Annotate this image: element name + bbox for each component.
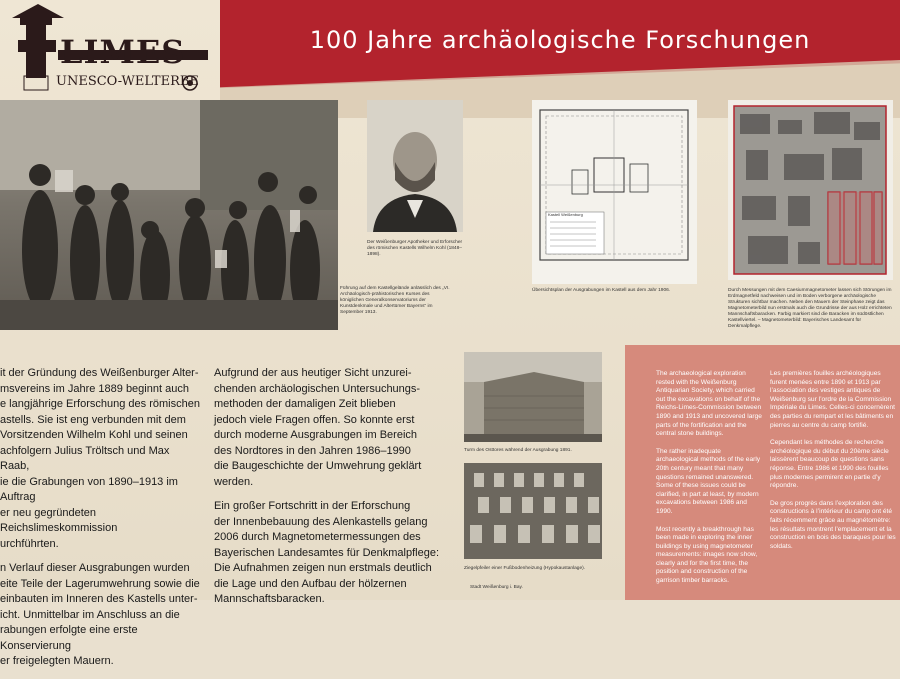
logo-text: LIMES: [60, 33, 186, 71]
left-paragraph-1: it der Gründung des Weißenburger Alter- msvereins im Jahre 1889 beginnt auch e langjährige Erforschung des römischen astells. Sie ist eng verbunden mit dem Vorsitzenden Wilhelm Kohl und seinen achfolgern Julius Tröltsch und Max Raab, ie die Grabungen von 1890–1913 im Auftrag er neu gegründeten Reichslimeskommission urchführten.: [0, 367, 200, 550]
english-text: [656, 370, 764, 595]
magnetometer-image: [728, 100, 893, 280]
left-text-column: [0, 366, 200, 679]
tower-photo: [464, 352, 602, 442]
middle-paragraph-1: Aufgrund der aus heutiger Sicht unzurei- chenden archäologischen Untersuchungs- methoden der damaligen Zeit blieben jedoch viele Fragen offen. So konnte erst durch moderne Ausgrabungen im Bereich des Nordtores in den Jahren 1986–1990 die Baugeschichte der Umwehrung geklärt werden.: [214, 367, 422, 488]
plan-caption: Übersichtsplan der Ausgrabungen im Kastell aus dem Jahr 1906.: [532, 288, 671, 293]
page-title: 100 Jahre archäologische Forschungen: [309, 26, 811, 54]
limes-logo: [0, 0, 225, 100]
tower-caption: Turm des Osttores während der Ausgrabung 1891.: [464, 448, 572, 453]
english-paragraph-1: The archaeological exploration rested with the Weißenburg Antiquarian Society, which carried out the excavations on behalf of the Reichs-Limes-Commission between 1890 and 1913 and uncovered large parts of the fortification and the central stone buildings.: [656, 370, 762, 438]
magnetometer-caption: Durch Messungen mit dem Caesiummagnetometer lassen sich Störungen im Erdmagnetfeld nachweisen und im Boden verborgene archäologische Strukturen sichtbar machen. Neben den Mauern der Steinphase zeigt das Magnetometerbild nun erstmals auch die Grundrisse der aus Holz errichteten Mannschaftsbaracken. Farbig markiert sind die Baracken im südöstlichen Kastellviertel. – Magnetometerbild: Bayerisches Landesamt für Denkmalpflege.: [728, 288, 892, 329]
middle-paragraph-2: Ein großer Fortschritt in der Erforschung der Innenbebauung des Alenkastells gelang 2006 durch Magnetometermessungen des Bayerischen Landesamtes für Denkmalpflege: Die Aufnahmen zeigen nun erstmals deutlich die Lage und den Aufbau der hölzernen Mannschaftsbaracken.: [214, 500, 440, 605]
group-photo-caption: Führung auf dem Kastellgelände anlässlich des „VI. Archäologisch-prähistorischen Kurses des königlichen Generalkonservatoriums der Kunstdenkmale und Altertümer Bayerns“ im September 1913.: [340, 286, 450, 315]
french-paragraph-1: Les premières fouilles archéologiques furent menées entre 1890 et 1913 par l’association des vestiges antiques de Weißenburg sur l’ordre de la Commission Impériale du Limes. Celles-ci concernèrent des parties du rempart et les bâtiments en pierres au centre du camp fortifié.: [770, 370, 895, 429]
pillars-caption: Ziegelpfeiler einer Fußbodenheizung (Hypokaustanlage).: [464, 566, 586, 571]
left-paragraph-2: n Verlauf dieser Ausgrabungen wurden eite Teile der Lagerumwehrung sowie die einbauten im Inneren des Kastells unter- icht. Unmittelbar im Anschluss an die rabungen erfolgte eine erste Konservierung er freigelegten Mauern.: [0, 562, 200, 667]
middle-text-column: [214, 366, 444, 617]
credit-text: Stadt Weißenburg i. Bay.: [470, 585, 523, 590]
plan-label: Kastell Weißenburg: [548, 212, 583, 217]
portrait-caption: Der Weißenburger Apotheker und Erforscher des römischen Kastells Wilhelm Kohl (1848–1898).: [367, 240, 463, 257]
portrait-photo: [367, 100, 463, 232]
group-photo: [0, 100, 338, 330]
french-paragraph-3: De gros progrès dans l’exploration des constructions à l’intérieur du camp ont été faits récemment grâce au magnétomètre: les résultats montrent l’emplacement et la construction en bois des baraques pour les soldats.: [770, 499, 896, 550]
french-paragraph-2: Cependant les méthodes de recherche archéologique du début du 20ème siècle laissèrent beaucoup de questions sans réponse. Entre 1986 et 1990 des fouilles plus modernes permirent en partie d’y répondre.: [770, 439, 889, 490]
pillars-photo: [464, 463, 602, 559]
english-paragraph-3: Most recently a breakthrough has been made in exploring the inner buildings by using magnetometer measurements: images now show, clearly and for the first time, the position and construction of the garrison timber barracks.: [656, 525, 758, 585]
logo-subtitle: UNESCO-WELTERBE: [56, 74, 199, 89]
french-text: [770, 370, 898, 560]
english-paragraph-2: The rather inadequate archaeological methods of the early 20th century meant that many questions remained unanswered. Some of these issues could be clarified, in part at least, by modern excavations between 1986 and 1990.: [656, 447, 761, 515]
excavation-plan: [532, 100, 697, 284]
